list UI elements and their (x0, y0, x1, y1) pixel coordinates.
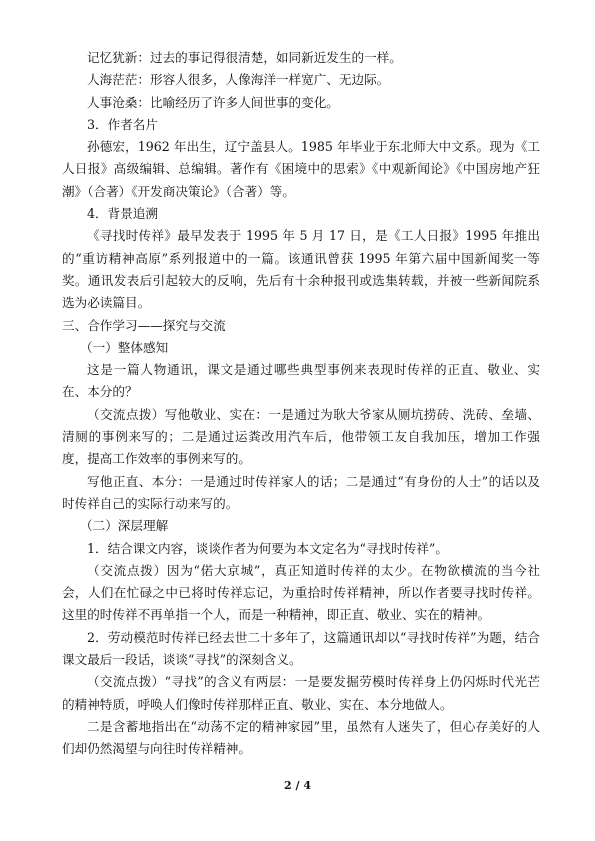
document-body (62, 47, 540, 761)
answer-2-part-2: 二是含蓄地指出在“动荡不定的精神家园”里，虽然有人迷失了，但心存美好的人们却仍然渴望与向往时传祥精神。 (62, 718, 540, 757)
subheading-overall-perception: （一）整体感知 (80, 339, 169, 355)
question-2: 2．劳动模范时传祥已经去世二十多年了，这篇通讯却以“寻找时传祥”为题，结合课文最后一段话，谈谈“寻找”的深刻含义。 (62, 629, 540, 668)
answer-2-part-1: （交流点拨）“寻找”的含义有两层：一是要发掘劳模时传祥身上仍闪烁时代光芒的精神特质，呼唤人们像时传祥那样正直、敬业、实在、本分地做人。 (62, 674, 540, 712)
section-heading-background: 4．背景追溯 (87, 206, 158, 222)
question-paragraph: 这是一篇人物通讯，课文是通过哪些典型事例来表现时传祥的正直、敬业、实在、本分的？ (62, 362, 540, 400)
definition-jiyixinxin: 记忆犹新：过去的事记得很清楚，如同新近发生的一样。 (87, 50, 402, 65)
definition-renhaimangmang: 人海茫茫：形容人很多，人像海洋一样宽广、无边际。 (87, 72, 390, 88)
definition-renshicangsang: 人事沧桑：比喻经历了许多人间世事的变化。 (87, 94, 339, 110)
answer-1: （交流点拨）因为“偌大京城”，真正知道时传祥的太少。在物欲横流的当今社会，人们在忙碌之中已将时传祥忘记，为重拾时传祥精神，所以作者要寻找时传祥。这里的时传祥不再单指一个人，而是一种精神，即正直、敬业、实在的精神。 (62, 562, 540, 623)
subheading-deep-understanding: （二）深层理解 (80, 518, 169, 534)
answer-paragraph-integrity: 写他正直、本分：一是通过时传祥家人的话；二是通过“有身份的人士”的话以及时传祥自己的实际行动来写的。 (62, 473, 540, 511)
author-bio-paragraph: 孙德宏，1962 年出生，辽宁盖县人。1985 年毕业于东北师大中文系。现为《工人日报》高级编辑、总编辑。著作有《困境中的思索》《中观新闻论》《中国房地产狂潮》（合著）《开发商决策论》（合著）等。 (62, 139, 540, 199)
section-heading-author: 3．作者名片 (87, 116, 158, 132)
background-paragraph: 《寻找时传祥》最早发表于 1995 年 5 月 17 日，是《工人日报》1995 年推出的“重访精神高原”系列报道中的一篇。该通讯曾获 1995 年第六届中国新闻奖一等奖。通讯发表后引起较大的反响，先后有十余种报刊或选集转载，并被一些新闻院系选为必读篇目。 (62, 228, 540, 311)
answer-paragraph-dedication: （交流点拨）写他敬业、实在：一是通过为耿大爷家从厕坑捞砖、洗砖、垒墙、清厕的事例来写的；二是通过运粪改用汽车后，他带领工友自我加压，增加工作强度，提高工作效率的事例来写的。 (62, 406, 540, 467)
question-1: 1．结合课文内容，谈谈作者为何要为本文定名为“寻找时传祥”。 (87, 540, 448, 556)
section-heading-cooperative-learning: 三、合作学习——探究与交流 (62, 317, 226, 333)
page-number: 2 / 4 (284, 779, 311, 792)
